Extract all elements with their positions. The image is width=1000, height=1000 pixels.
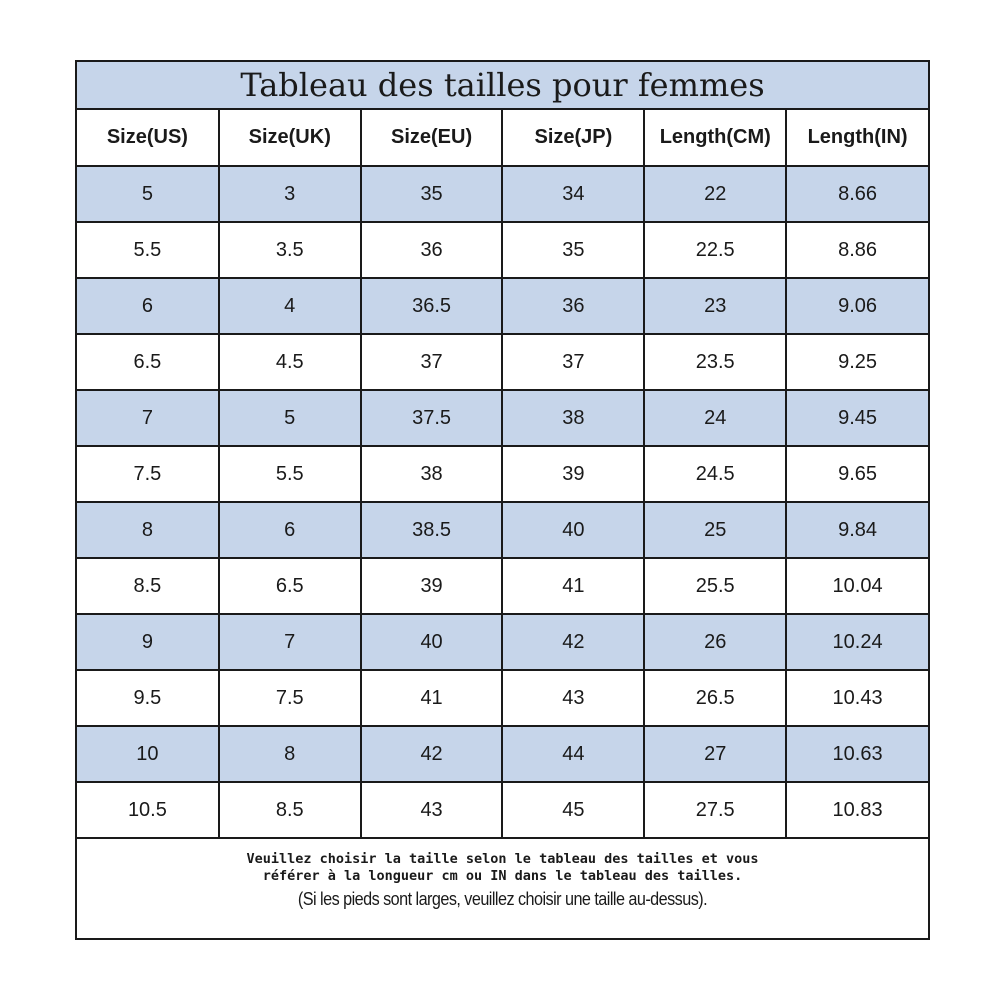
- column-header-length-in: Length(IN): [786, 110, 928, 166]
- table-row: [77, 390, 928, 446]
- table-row: [77, 278, 928, 334]
- header-row: [77, 110, 928, 166]
- table-body: [77, 166, 928, 838]
- cell-size-eu: 43: [361, 782, 503, 838]
- footer-sub-note: (Si les pieds sont larges, veuillez choisir une taille au-dessus).: [297, 889, 708, 909]
- cell-size-jp: 42: [502, 614, 644, 670]
- table-row: [77, 166, 928, 222]
- cell-length-in: 9.65: [786, 446, 928, 502]
- cell-size-uk: 6.5: [219, 558, 361, 614]
- cell-size-uk: 5: [219, 390, 361, 446]
- cell-size-us: 10.5: [77, 782, 219, 838]
- cell-size-uk: 8.5: [219, 782, 361, 838]
- column-header-size-eu: Size(EU): [361, 110, 503, 166]
- cell-size-us: 6: [77, 278, 219, 334]
- cell-size-us: 6.5: [77, 334, 219, 390]
- cell-length-cm: 25.5: [644, 558, 786, 614]
- cell-size-us: 7.5: [77, 446, 219, 502]
- cell-length-in: 9.06: [786, 278, 928, 334]
- footer-note: Veuillez choisir la taille selon le tableau des tailles et vous référer à la longueur cm ou IN dans le tableau des tailles.: [246, 851, 759, 884]
- cell-size-uk: 5.5: [219, 446, 361, 502]
- cell-length-in: 10.24: [786, 614, 928, 670]
- cell-size-eu: 41: [361, 670, 503, 726]
- cell-size-uk: 4.5: [219, 334, 361, 390]
- cell-size-eu: 38: [361, 446, 503, 502]
- cell-size-us: 9.5: [77, 670, 219, 726]
- size-table: [77, 110, 928, 839]
- column-header-length-cm: Length(CM): [644, 110, 786, 166]
- cell-size-us: 5: [77, 166, 219, 222]
- cell-size-eu: 35: [361, 166, 503, 222]
- column-header-size-us: Size(US): [77, 110, 219, 166]
- cell-size-jp: 37: [502, 334, 644, 390]
- cell-length-cm: 22.5: [644, 222, 786, 278]
- cell-size-jp: 34: [502, 166, 644, 222]
- table-row: [77, 614, 928, 670]
- cell-size-uk: 3: [219, 166, 361, 222]
- cell-size-eu: 36: [361, 222, 503, 278]
- table-row: [77, 558, 928, 614]
- cell-length-in: 10.04: [786, 558, 928, 614]
- cell-size-eu: 38.5: [361, 502, 503, 558]
- cell-length-in: 9.25: [786, 334, 928, 390]
- cell-size-us: 7: [77, 390, 219, 446]
- cell-size-jp: 36: [502, 278, 644, 334]
- size-chart: [75, 60, 930, 940]
- table-row: [77, 502, 928, 558]
- cell-size-us: 10: [77, 726, 219, 782]
- cell-size-uk: 8: [219, 726, 361, 782]
- cell-length-cm: 27.5: [644, 782, 786, 838]
- cell-size-eu: 40: [361, 614, 503, 670]
- cell-length-cm: 26: [644, 614, 786, 670]
- cell-length-in: 10.43: [786, 670, 928, 726]
- cell-size-uk: 3.5: [219, 222, 361, 278]
- cell-size-uk: 6: [219, 502, 361, 558]
- cell-size-eu: 39: [361, 558, 503, 614]
- cell-size-jp: 39: [502, 446, 644, 502]
- cell-length-cm: 23.5: [644, 334, 786, 390]
- table-row: [77, 334, 928, 390]
- cell-size-us: 5.5: [77, 222, 219, 278]
- table-row: [77, 222, 928, 278]
- footer: [77, 839, 928, 910]
- cell-size-jp: 41: [502, 558, 644, 614]
- column-header-size-jp: Size(JP): [502, 110, 644, 166]
- cell-length-in: 8.66: [786, 166, 928, 222]
- cell-size-eu: 42: [361, 726, 503, 782]
- cell-length-cm: 25: [644, 502, 786, 558]
- cell-size-uk: 7: [219, 614, 361, 670]
- chart-title: Tableau des tailles pour femmes: [240, 66, 765, 104]
- cell-size-eu: 37: [361, 334, 503, 390]
- cell-size-jp: 43: [502, 670, 644, 726]
- cell-size-jp: 45: [502, 782, 644, 838]
- cell-length-in: 10.83: [786, 782, 928, 838]
- table-row: [77, 726, 928, 782]
- cell-length-cm: 22: [644, 166, 786, 222]
- table-row: [77, 446, 928, 502]
- cell-length-cm: 26.5: [644, 670, 786, 726]
- cell-length-in: 9.45: [786, 390, 928, 446]
- cell-length-cm: 24.5: [644, 446, 786, 502]
- cell-size-eu: 36.5: [361, 278, 503, 334]
- cell-size-us: 8: [77, 502, 219, 558]
- title-bar: [77, 62, 928, 110]
- table-row: [77, 782, 928, 838]
- cell-length-in: 8.86: [786, 222, 928, 278]
- cell-size-jp: 35: [502, 222, 644, 278]
- cell-length-in: 9.84: [786, 502, 928, 558]
- cell-size-us: 9: [77, 614, 219, 670]
- cell-size-jp: 38: [502, 390, 644, 446]
- cell-length-cm: 24: [644, 390, 786, 446]
- cell-length-cm: 23: [644, 278, 786, 334]
- cell-size-jp: 40: [502, 502, 644, 558]
- cell-size-us: 8.5: [77, 558, 219, 614]
- table-row: [77, 670, 928, 726]
- cell-size-uk: 7.5: [219, 670, 361, 726]
- cell-size-eu: 37.5: [361, 390, 503, 446]
- cell-size-uk: 4: [219, 278, 361, 334]
- cell-length-in: 10.63: [786, 726, 928, 782]
- column-header-size-uk: Size(UK): [219, 110, 361, 166]
- cell-length-cm: 27: [644, 726, 786, 782]
- cell-size-jp: 44: [502, 726, 644, 782]
